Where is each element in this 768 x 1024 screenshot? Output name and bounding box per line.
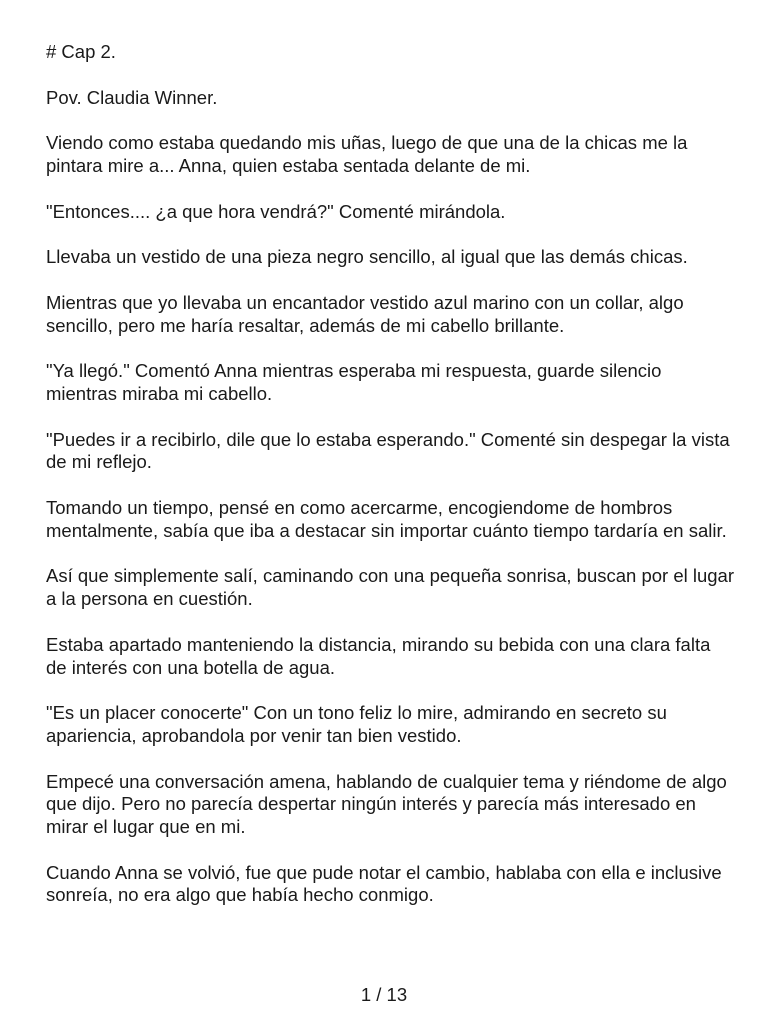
paragraph: Tomando un tiempo, pensé en como acercarme, encogiendome de hombros mentalmente, sabía que iba a destacar sin importar cuánto tiempo tardaría en salir. — [46, 496, 727, 541]
chapter-text — [46, 41, 736, 930]
paragraph: "Entonces.... ¿a que hora vendrá?" Comenté mirándola. — [46, 200, 506, 222]
paragraph: Así que simplemente salí, caminando con una pequeña sonrisa, buscan por el lugar a la persona en cuestión. — [46, 565, 735, 610]
paragraph: Mientras que yo llevaba un encantador vestido azul marino con un collar, algo sencillo, pero me haría resaltar, además de mi cabello brillante. — [46, 291, 684, 336]
paragraph: Empecé una conversación amena, hablando de cualquier tema y riéndome de algo que dijo. Pero no parecía despertar ningún interés y parecía más interesado en mirar el lugar que en mi. — [46, 770, 727, 838]
paragraph: Estaba apartado manteniendo la distancia, mirando su bebida con una clara falta de interés con una botella de agua. — [46, 633, 711, 678]
paragraph: Cuando Anna se volvió, fue que pude notar el cambio, hablaba con ella e inclusive sonreía, no era algo que había hecho conmigo. — [46, 861, 722, 906]
paragraph: Llevaba un vestido de una pieza negro sencillo, al igual que las demás chicas. — [46, 246, 688, 268]
page-indicator: 1 / 13 — [360, 984, 408, 1005]
paragraph: "Ya llegó." Comentó Anna mientras esperaba mi respuesta, guarde silencio mientras miraba mi cabello. — [46, 360, 662, 404]
chapter-heading: # Cap 2. — [46, 41, 116, 62]
paragraph: "Puedes ir a recibirlo, dile que lo estaba esperando." Comenté sin despegar la vista de mi reflejo. — [46, 428, 730, 473]
paragraph: "Es un placer conocerte" Con un tono feliz lo mire, admirando en secreto su apariencia, aprobandola por venir tan bien vestido. — [46, 702, 667, 746]
paragraph: Viendo como estaba quedando mis uñas, luego de que una de la chicas me la pintara mire a... Anna, quien estaba sentada delante de mi. — [46, 132, 688, 176]
paragraph: Pov. Claudia Winner. — [46, 86, 218, 108]
